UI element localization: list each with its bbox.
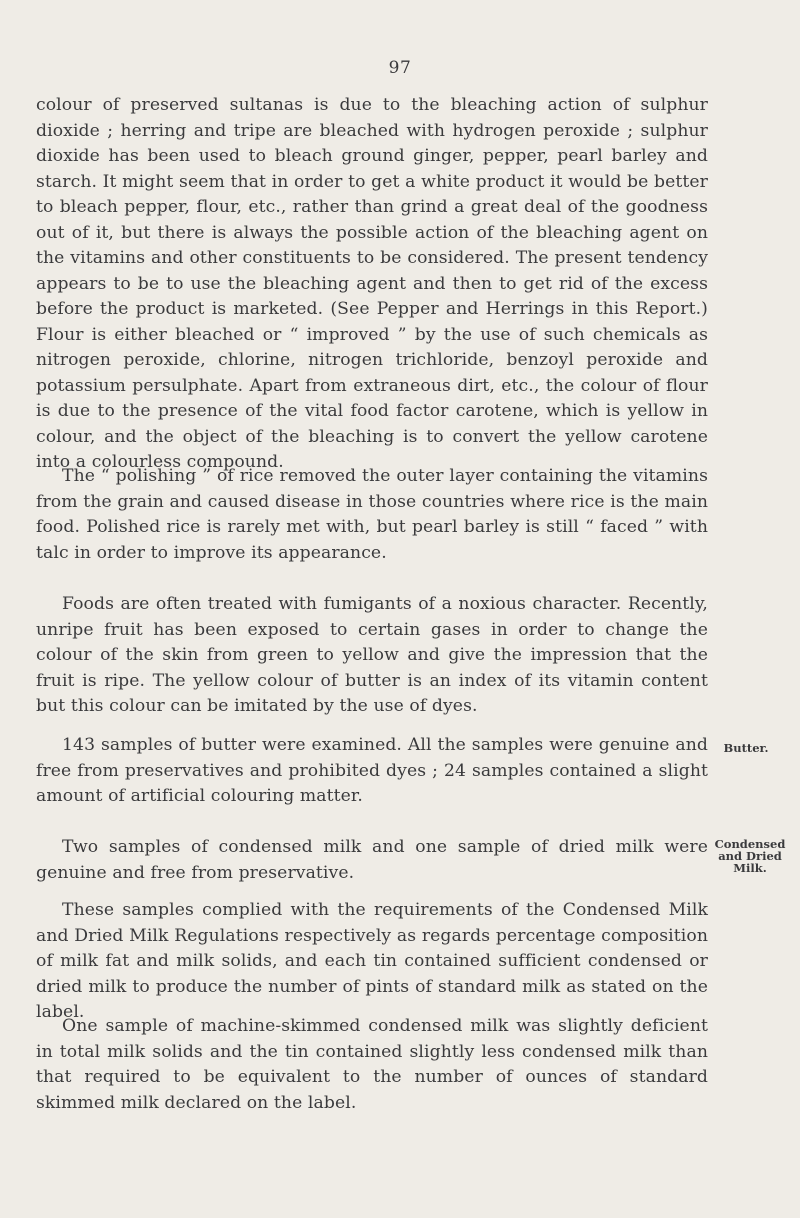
page-number: 97	[388, 58, 412, 78]
side-note-condensed-line-1: Condensed	[714, 837, 786, 851]
side-note-butter: Butter.	[723, 741, 769, 755]
side-note-condensed-line-2: and Dried	[718, 849, 782, 863]
paragraph-bleaching: colour of preserved sultanas is due to the bleaching action of sulphur dioxide ; herring and tripe are bleached with hydrogen peroxide ; sulphur dioxide has been used to bleach ground ginger, pepper, pearl barley and starch. It might seem that in order to get a white product it would be better to bleach pepper, flour, etc., rather than grind a great deal of the goodness out of it, but there is always the possible action of the bleaching agent on the vitamins and other constituents to be considered. The present tendency appears to be to use the bleaching agent and then to get rid of the excess before the product is marketed. (See Pepper and Herrings in this Report.) Flour is either bleached or “ improved ” by the use of such chemicals as nitrogen peroxide, chlorine, nitrogen trichloride, benzoyl peroxide and potassium persulphate. Apart from extraneous dirt, etc., the colour of flour is due to the presence of the vital food factor carotene, which is yellow in colour, and the object of the bleaching is to convert the yellow carotene into a colourless compound.	[36, 95, 708, 472]
paragraph-regulations: These samples complied with the requirements of the Condensed Milk and Dried Milk Regulations respectively as regards percentage composition of milk fat and milk solids, and each tin contained sufficient condensed or dried milk to produce the number of pints of standard milk as stated on the label.	[36, 900, 708, 1022]
paragraph-skimmed-milk: One sample of machine-skimmed condensed milk was slightly deficient in total milk solids and the tin contained slightly less condensed milk than that required to be equivalent to the number of ounces of standard skimmed milk declared on the label.	[36, 1016, 708, 1113]
paragraph-condensed-milk: Two samples of condensed milk and one sample of dried milk were genuine and free from preservative.	[36, 837, 708, 883]
side-note-condensed-line-3: Milk.	[733, 861, 767, 875]
side-note-condensed-milk	[712, 838, 788, 874]
paragraph-fumigants: Foods are often treated with fumigants of a noxious character. Recently, unripe fruit has been exposed to certain gases in order to change the colour of the skin from green to yellow and give the impression that the fruit is ripe. The yellow colour of butter is an index of its vitamin content but this colour can be imitated by the use of dyes.	[36, 594, 708, 716]
paragraph-butter: 143 samples of butter were examined. All the samples were genuine and free from preservatives and prohibited dyes ; 24 samples contained a slight amount of artificial colouring matter.	[36, 735, 708, 806]
paragraph-polishing-rice: The “ polishing ” of rice removed the outer layer containing the vitamins from the grain and caused disease in those countries where rice is the main food. Polished rice is rarely met with, but pearl barley is still “ faced ” with talc in order to improve its appearance.	[36, 466, 708, 563]
